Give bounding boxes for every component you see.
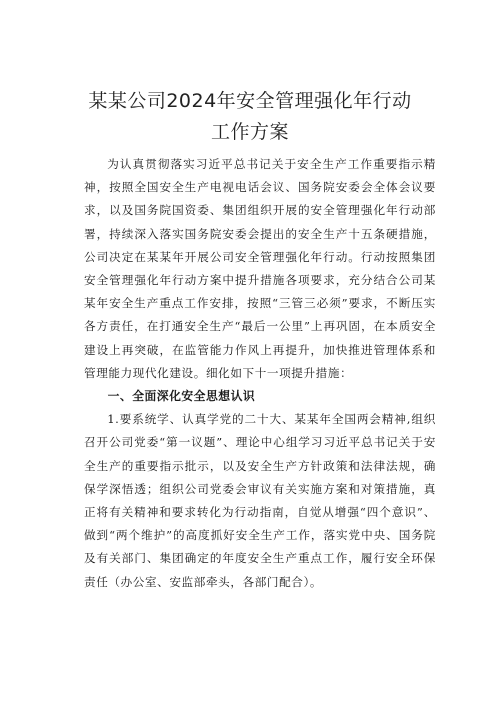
document-title-line1: 某某公司2024年安全管理强化年行动 (88, 90, 412, 112)
section-heading: 一、全面深化安全思想认识 (107, 389, 256, 404)
item-paragraph: 1.要系统学、认真学党的二十大、某某年全国两会精神,组织召开公司党委“第一议题”、理论中心组学习习近平总书记关于安全生产的重要指示批示，以及安全生产方针政策和法律法规，确保学深悟透；组织公司党委会审议有关实施方案和对策措施，真正将有关精神和要求转化为行动指南，自觉从增强“四个意识”、做到“两个维护”的高度抓好安全生产工作，落实党中央、国务院及有关部门、集团确定的年度安全生产重点工作，履行安全环保责任（办公室、安监部牵头，各部门配合）。 (84, 412, 436, 589)
intro-paragraph: 为认真贯彻落实习近平总书记关于安全生产工作重要指示精神，按照全国安全生产电视电话会议、国务院安委会全体会议要求，以及国务院国资委、集团组织开展的安全管理强化年行动部署，持续深入落实国务院安委会提出的安全生产十五条硬措施，公司决定在某某年开展公司安全管理强化年行动。行动按照集团安全管理强化年行动方案中提升措施各项要求，充分结合公司某某年安全生产重点工作安排，按照“三管三必须”要求，不断压实各方责任，在打通安全生产“最后一公里”上再巩固，在本质安全建设上再突破，在监管能力作风上再提升，加快推进管理体系和管理能力现代化建设。细化如下十一项提升措施： (84, 157, 436, 380)
document-title-line2: 工作方案 (210, 121, 289, 143)
document-body (84, 153, 436, 594)
